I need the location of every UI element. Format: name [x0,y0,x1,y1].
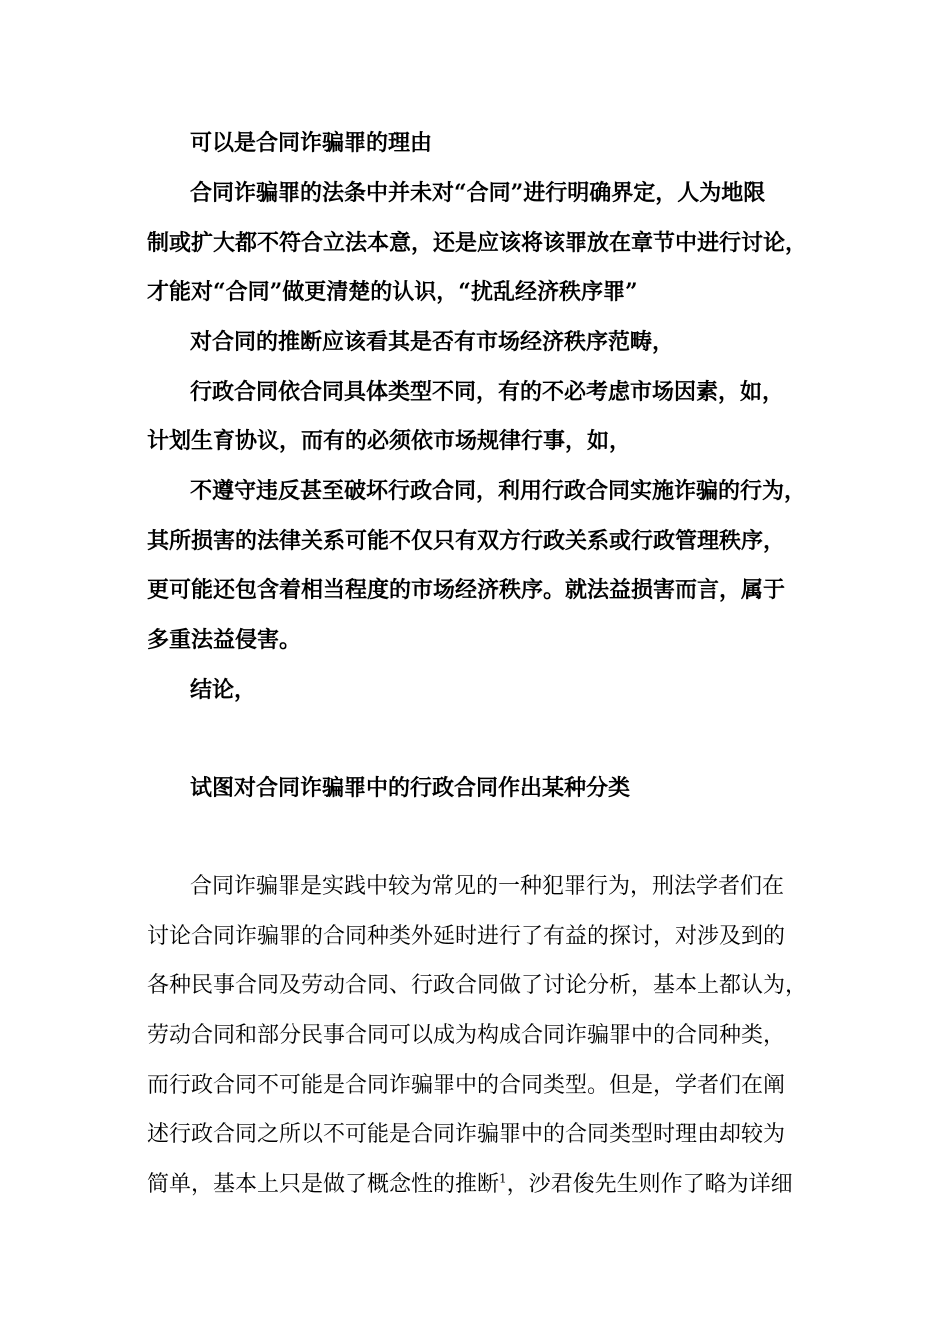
paragraph-line: 各种民事合同及劳动合同、行政合同做了讨论分析，基本上都认为， [147,973,808,998]
section-heading: 试图对合同诈骗罪中的行政合同作出某种分类 [190,775,631,801]
paragraph-line: 不遵守违反甚至破坏行政合同，利用行政合同实施诈骗的行为， [190,478,807,504]
paragraph-line: 多重法益侵害。 [147,627,302,653]
paragraph-line: 合同诈骗罪是实践中较为常见的一种犯罪行为，刑法学者们在 [190,874,785,899]
paragraph-line [147,1170,817,1200]
paragraph-line: 讨论合同诈骗罪的合同种类外延时进行了有益的探讨，对涉及到的 [147,924,786,949]
line-text-after-footnote: ，沙君俊先生则作了略为详细 [506,1172,793,1197]
paragraph-line: 计划生育协议，而有的必须依市场规律行事，如， [147,428,632,454]
footnote-marker[interactable]: 1 [499,1171,507,1186]
subheading-reason: 可以是合同诈骗罪的理由 [190,130,433,156]
paragraph-line: 行政合同依合同具体类型不同，有的不必考虑市场因素，如， [190,379,785,405]
paragraph-line: 其所损害的法律关系可能不仅只有双方行政关系或行政管理秩序， [147,528,786,554]
conclusion-label: 结论， [190,677,257,703]
paragraph-line: 劳动合同和部分民事合同可以成为构成合同诈骗罪中的合同种类， [147,1023,786,1048]
paragraph-line: 对合同的推断应该看其是否有市场经济秩序范畴， [190,329,675,355]
paragraph-line: 合同诈骗罪的法条中并未对“合同”进行明确界定，人为地限 [190,180,766,206]
paragraph-line: 而行政合同不可能是合同诈骗罪中的合同类型。但是，学者们在阐 [147,1073,786,1098]
line-text-before-footnote: 简单，基本上只是做了概念性的推断 [147,1172,500,1197]
paragraph-line: 更可能还包含着相当程度的市场经济秩序。就法益损害而言，属于 [147,577,786,603]
paragraph-line: 述行政合同之所以不可能是合同诈骗罪中的合同类型时理由却较为 [147,1122,786,1147]
paragraph-line: 才能对“合同”做更清楚的认识，“扰乱经济秩序罪” [147,279,638,305]
paragraph-line: 制或扩大都不符合立法本意，还是应该将该罪放在章节中进行讨论， [147,230,808,256]
